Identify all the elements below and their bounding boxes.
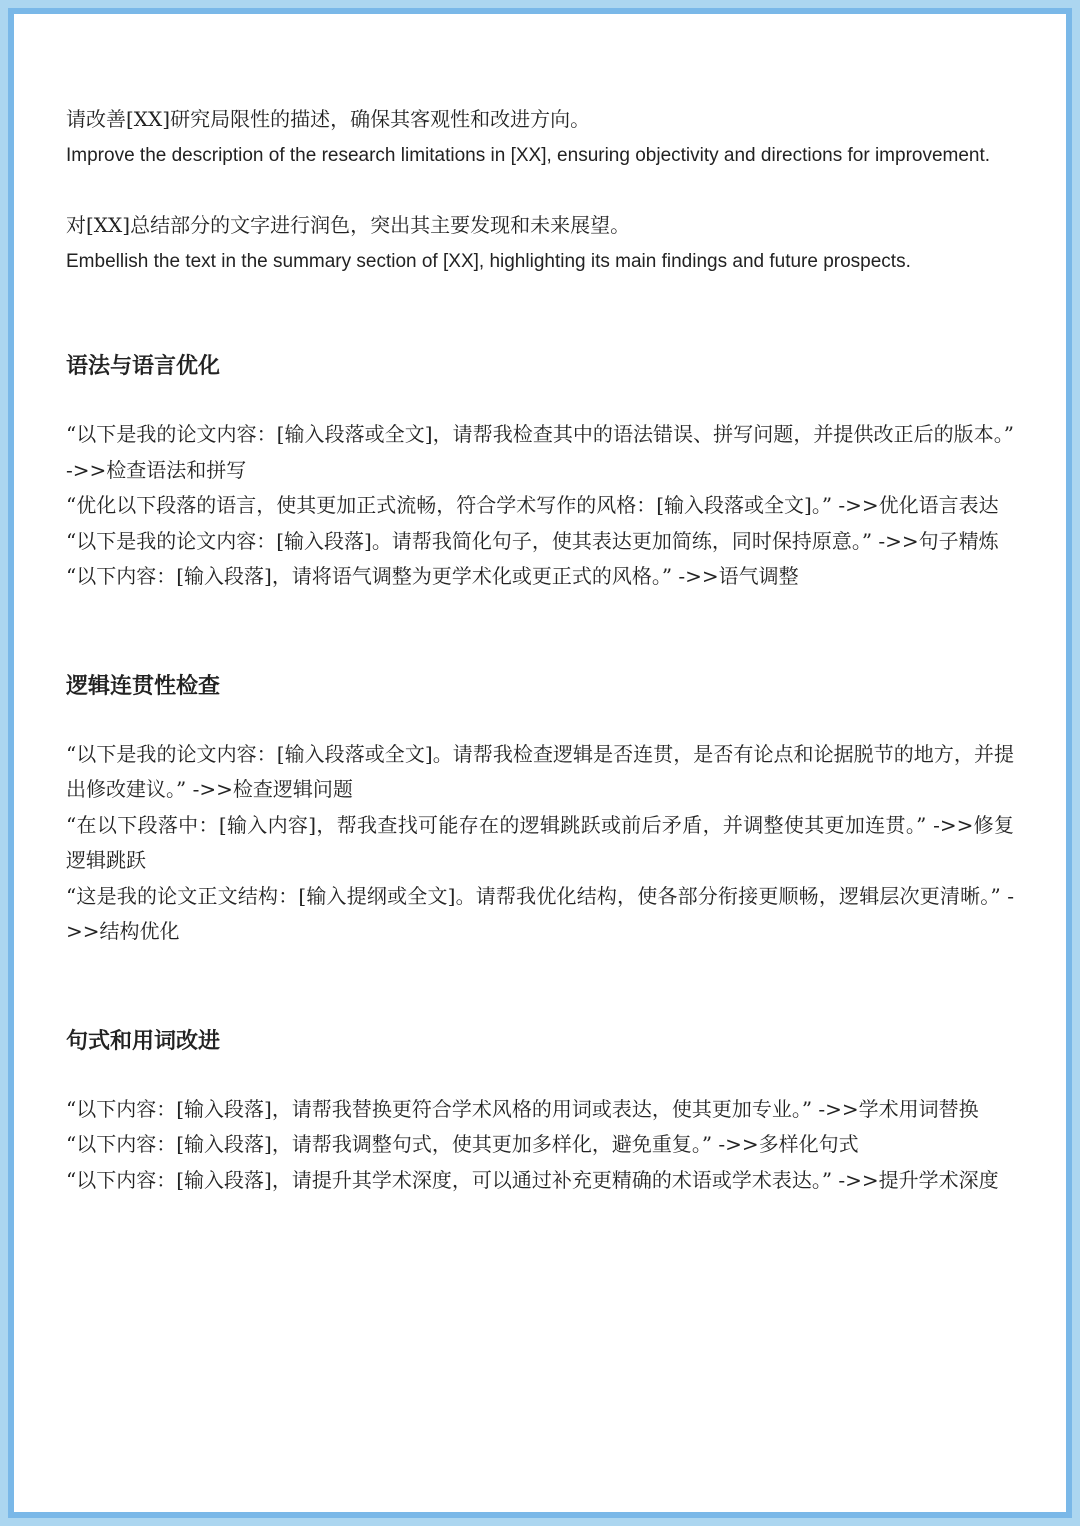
prompt-item: “以下是我的论文内容：[输入段落或全文]。请帮我检查逻辑是否连贯，是否有论点和论据脱节的地方，并提出修改建议。” ->>检查逻辑问题 xyxy=(66,741,1014,801)
intro-en: Embellish the text in the summary section of [XX], highlighting its main findings and future prospects. xyxy=(66,250,911,272)
prompt-item: “以下内容：[输入段落]，请帮我调整句式，使其更加多样化，避免重复。” ->>多样化句式 xyxy=(66,1132,859,1156)
section-title: 语法与语言优化 xyxy=(66,354,221,379)
prompt-item: “以下是我的论文内容：[输入段落或全文]，请帮我检查其中的语法错误、拼写问题，并提供改正后的版本。” ->>检查语法和拼写 xyxy=(66,422,1014,482)
prompt-item: “以下内容：[输入段落]，请将语气调整为更学术化或更正式的风格。” ->>语气调整 xyxy=(66,564,799,588)
document-body xyxy=(66,102,1014,1198)
section-title: 逻辑连贯性检查 xyxy=(66,673,221,699)
intro-en: Improve the description of the research limitations in [XX], ensuring objectivity and directions for improvement. xyxy=(66,144,991,166)
prompt-item: “以下内容：[输入段落]，请提升其学术深度，可以通过补充更精确的术语或学术表达。” ->>提升学术深度 xyxy=(66,1167,999,1192)
prompt-item: “优化以下段落的语言，使其更加正式流畅，符合学术写作的风格：[输入段落或全文]。” ->>优化语言表达 xyxy=(66,493,999,517)
prompt-item: “这是我的论文正文结构：[输入提纲或全文]。请帮我优化结构，使各部分衔接更顺畅，逻辑层次更清晰。” ->>结构优化 xyxy=(66,883,1014,943)
prompt-item: “以下是我的论文内容：[输入段落]。请帮我简化句子，使其表达更加简练，同时保持原意。” ->>句子精炼 xyxy=(66,528,999,553)
prompt-item: “在以下段落中：[输入内容]，帮我查找可能存在的逻辑跳跃或前后矛盾，并调整使其更加连贯。” ->>修复逻辑跳跃 xyxy=(66,812,1014,872)
page-frame xyxy=(8,8,1072,1518)
intro-zh: 请改善[XX]研究局限性的描述，确保其客观性和改进方向。 xyxy=(66,107,591,131)
intro-zh: 对[XX]总结部分的文字进行润色，突出其主要发现和未来展望。 xyxy=(66,213,631,237)
prompt-item: “以下内容：[输入段落]，请帮我替换更符合学术风格的用词或表达，使其更加专业。” ->>学术用词替换 xyxy=(66,1096,979,1121)
section-title: 句式和用词改进 xyxy=(66,1028,221,1054)
